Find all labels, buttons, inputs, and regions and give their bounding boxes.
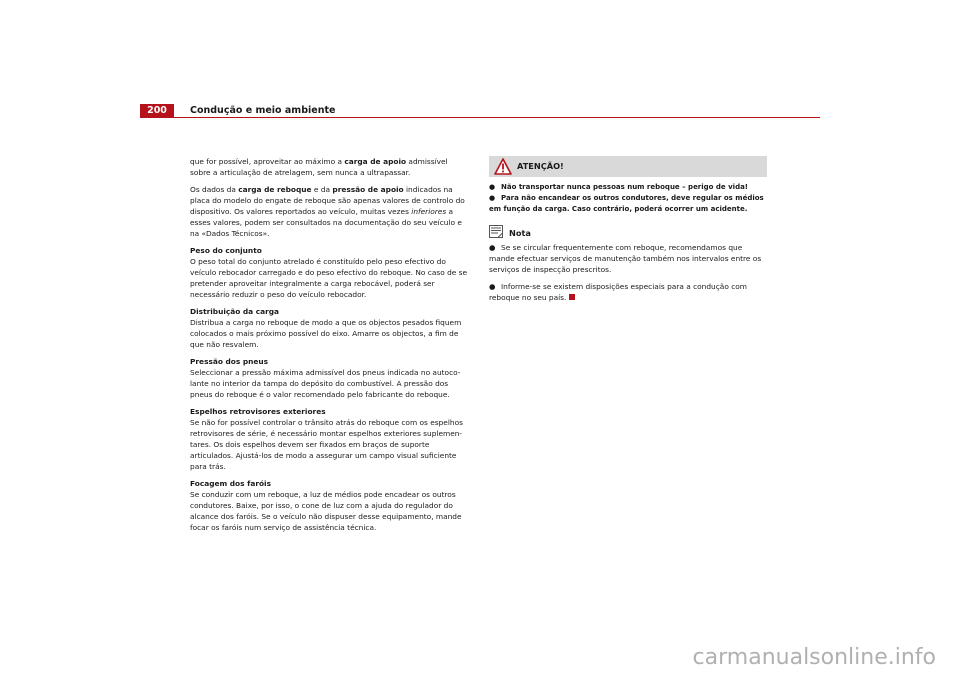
note-item: ● Informe-se se existem disposições especiais para a condução com reboque no seu país.	[489, 282, 747, 302]
paragraph-data: Os dados da carga de reboque e da pressão de apoio indicados na placa do modelo do engate de reboque são apenas valores de controlo do dispositivo. Os valores reportados ao veículo, muitas vezes inferiores a esses valores, podem ser consultados na documentação do seu veículo e na «Dados Técnicos».	[190, 185, 465, 238]
paragraph-intro: que for possível, aproveitar ao máximo a carga de apoio admissível sobre a articulação de atrelagem, sem nunca a ultrapassar.	[190, 157, 448, 177]
section-title-weight: Peso do conjunto	[190, 246, 262, 255]
section-text-mirrors: Se não for possível controlar o trânsito atrás do reboque com os espelhos retrovisores de série, é necessário montar espelhos exteriores suplemen-tares. Os dois espelhos devem ser fixados em braços de suporte articulados. Ajustá-los de modo a assegurar um campo visual suficiente para trás.	[190, 418, 463, 471]
section-text-load: Distribua a carga no reboque de modo a que os objectos pesados fiquem colocados o mais próximo possível do eixo. Amarre os objectos, a fim de que não resvalem.	[190, 318, 462, 349]
bullet-icon: ●	[489, 194, 496, 202]
note-header	[489, 225, 767, 241]
right-column	[489, 156, 767, 309]
bullet-icon: ●	[489, 243, 496, 252]
warning-triangle-icon	[494, 158, 512, 175]
section-text-weight: O peso total do conjunto atrelado é constituído pelo peso efectivo do veículo rebocador carregado e do peso efectivo do reboque. No caso de se pretender aproveitar integralmente a carga rebocável, poderá ser necessário reduzir o peso do veículo rebocador.	[190, 257, 468, 299]
warning-title: ATENÇÃO!	[517, 161, 564, 171]
left-column	[190, 156, 468, 539]
watermark: carmanualsonline.info	[692, 645, 936, 670]
note-paper-icon	[489, 225, 503, 238]
warning-item: ● Não transportar nunca pessoas num reboque – perigo de vida!	[489, 183, 749, 191]
warning-box	[489, 156, 767, 219]
section-text-tyres: Seleccionar a pressão máxima admissível dos pneus indicada no autoco-lante no interior da tampa do depósito do combustível. A pressão dos pneus do reboque é o valor recomendado pelo fabricante do reboque.	[190, 368, 461, 399]
end-of-section-icon	[569, 294, 575, 300]
bullet-icon: ●	[489, 282, 496, 291]
section-title-load: Distribuição da carga	[190, 307, 280, 316]
bullet-icon: ●	[489, 183, 496, 191]
page-title: Condução e meio ambiente	[190, 105, 336, 116]
section-title-mirrors: Espelhos retrovisores exteriores	[190, 407, 326, 416]
page-number: 200	[140, 104, 174, 118]
section-title-headlights: Focagem dos faróis	[190, 479, 271, 488]
warning-header	[489, 156, 767, 177]
note-item: ● Se se circular frequentemente com reboque, recomendamos que mande efectuar serviços de manutenção também nos intervalos entre os serviços de inspecção prescritos.	[489, 243, 762, 274]
section-title-tyres: Pressão dos pneus	[190, 357, 269, 366]
warning-body	[489, 177, 767, 219]
section-text-headlights: Se conduzir com um reboque, a luz de médios pode encadear os outros condutores. Baixe, por isso, o cone de luz com a ajuda do regulador do alcance dos faróis. Se o veículo não dispuser desse equipamento, mande focar os faróis num serviço de assistência técnica.	[190, 490, 462, 532]
note-title: Nota	[509, 228, 531, 238]
warning-item: ● Para não encandear os outros condutores, deve regular os médios em função da carga. Caso contrário, poderá ocorrer um acidente.	[489, 194, 764, 213]
